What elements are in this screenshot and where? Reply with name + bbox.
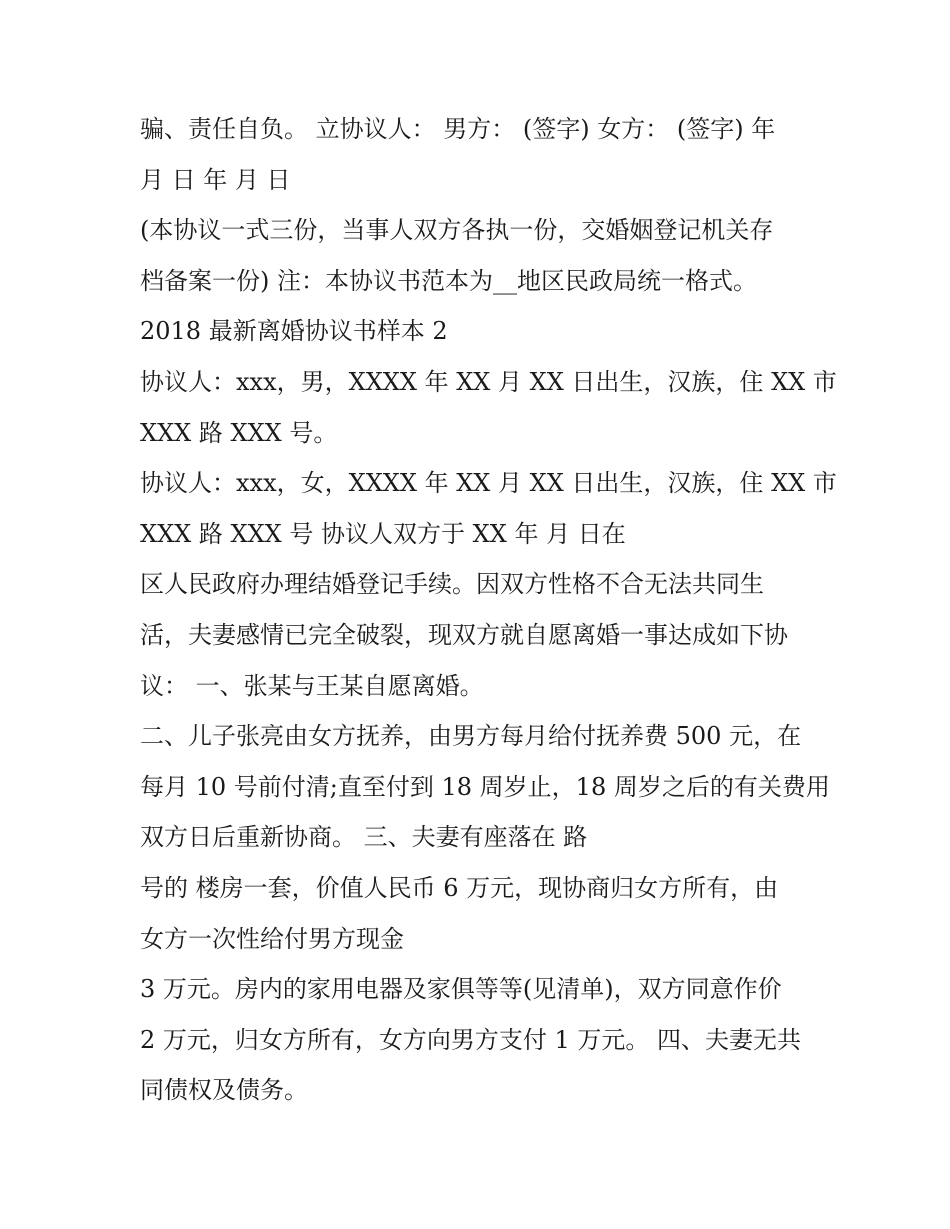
text-line: 2 万元，归女方所有，女方向男方支付 1 万元。 四、夫妻无共 [140, 1025, 802, 1054]
text-line: 月 日 年 月 日 [140, 165, 291, 194]
text-line: 骗、责任自负。 立协议人： 男方： (签字) 女方： (签字) 年 [140, 115, 776, 143]
text-line: XXX 路 XXX 号 协议人双方于 XX 年 月 日在 [140, 519, 626, 548]
text-line: 协议人：xxx，女，XXXX 年 XX 月 XX 日出生，汉族，住 XX 市 [140, 469, 837, 498]
text-line: 议： 一、张某与王某自愿离婚。 [140, 671, 484, 700]
text-line: 同债权及债务。 [140, 1076, 308, 1105]
text-line: 档备案一份) 注：本协议书范本为__地区民政局统一格式。 [140, 266, 757, 295]
text-line: (本协议一式三份，当事人双方各执一份，交婚姻登记机关存 [140, 216, 774, 245]
text-line: 二、儿子张亮由女方抚养，由男方每月给付抚养费 500 元，在 [140, 722, 802, 751]
text-line: 女方一次性给付男方现金 [140, 924, 404, 953]
document-body [140, 104, 837, 1116]
text-line: 活，夫妻感情已完全破裂，现双方就自愿离婚一事达成如下协 [140, 620, 788, 649]
text-line: 每月 10 号前付清;直至付到 18 周岁止，18 周岁之后的有关费用 [140, 772, 830, 801]
text-line: 协议人：xxx，男，XXXX 年 XX 月 XX 日出生，汉族，住 XX 市 [140, 367, 837, 396]
text-line: 3 万元。房内的家用电器及家俱等等(见清单)，双方同意作价 [140, 975, 782, 1004]
section-heading: 2018 最新离婚协议书样本 2 [140, 317, 448, 346]
text-line: 区人民政府办理结婚登记手续。因双方性格不合无法共同生 [140, 570, 764, 599]
text-line: XXX 路 XXX 号。 [140, 418, 338, 447]
text-line: 号的 楼房一套，价值人民币 6 万元，现协商归女方所有，由 [140, 873, 779, 902]
text-line: 双方日后重新协商。 三、夫妻有座落在 路 [140, 823, 588, 852]
